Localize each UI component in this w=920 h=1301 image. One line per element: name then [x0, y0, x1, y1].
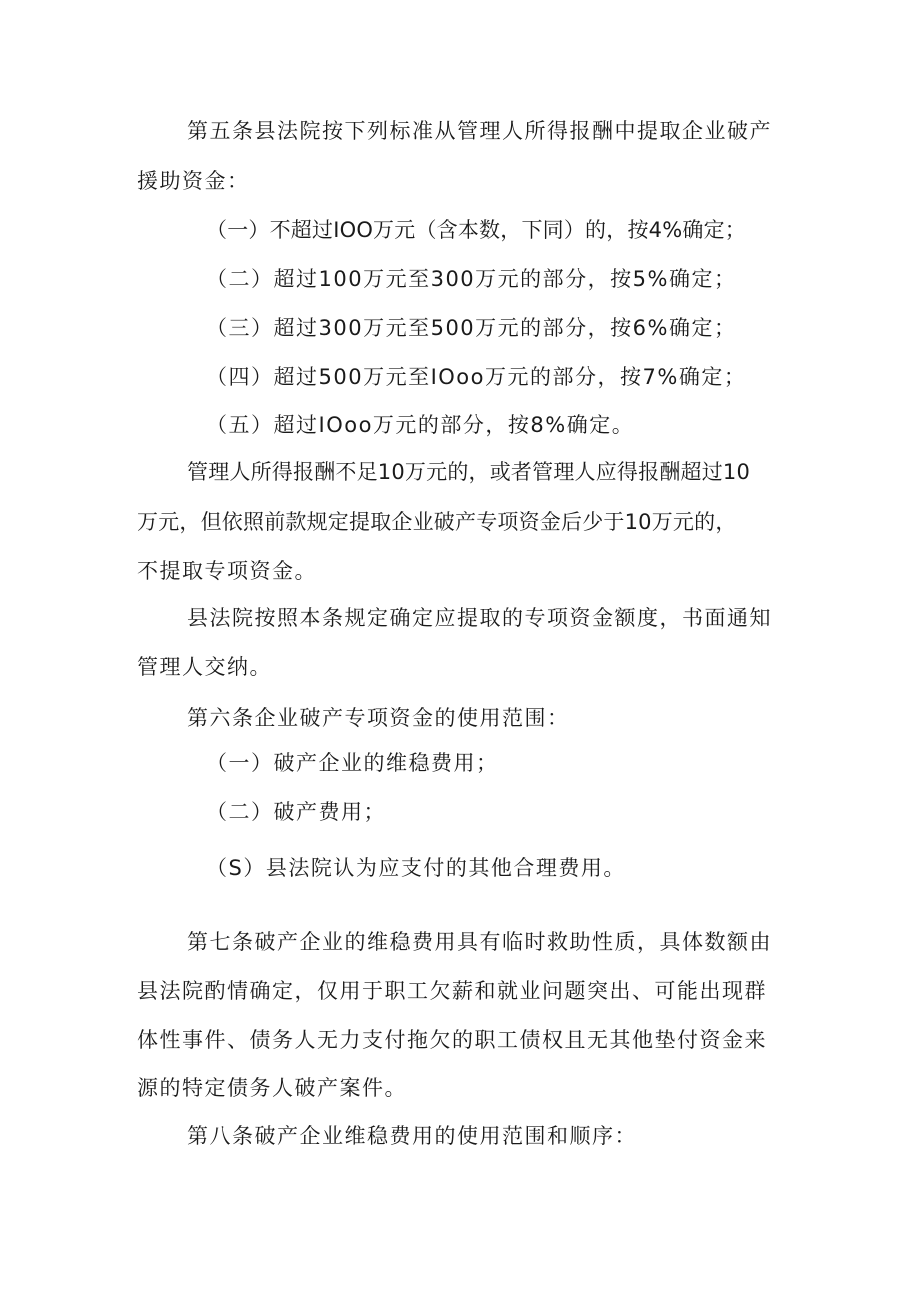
article-7-line-1: 第七条破产企业的维稳费用具有临时救助性质，具体数额由 [187, 930, 772, 954]
article-5-item-5: （五）超过IOoo万元的部分，按8%确定。 [206, 413, 635, 437]
article-5-item-1: （一）不超过IOO万元（含本数，下同）的，按4%确定； [206, 218, 746, 242]
article-5-item-4: （四）超过500万元至IOoo万元的部分，按7%确定； [206, 365, 747, 389]
article-8-heading: 第八条破产企业维稳费用的使用范围和顺序： [187, 1124, 637, 1148]
article-5-para-2-line-1: 管理人所得报酬不足10万元的，或者管理人应得报酬超过10 [187, 460, 751, 484]
article-5-item-2: （二）超过100万元至300万元的部分，按5%确定； [206, 267, 737, 291]
article-5-para-3-line-2: 管理人交纳。 [137, 655, 272, 679]
article-5-para-2-line-2: 万元，但依照前款规定提取企业破产专项资金后少于10万元的， [137, 510, 737, 534]
article-6-item-1: （一）破产企业的维稳费用； [206, 751, 499, 775]
article-7-line-4: 源的特定债务人破产案件。 [137, 1076, 407, 1100]
article-5-para-3-line-1: 县法院按照本条规定确定应提取的专项资金额度，书面通知 [187, 606, 772, 630]
article-5-item-3: （三）超过300万元至500万元的部分，按6%确定； [206, 316, 737, 340]
article-5-line-1: 第五条县法院按下列标准从管理人所得报酬中提取企业破产 [187, 119, 772, 143]
article-5-line-2: 援助资金： [137, 169, 250, 193]
article-6-item-2: （二）破产费用； [206, 800, 386, 824]
article-6-item-3: （S）县法院认为应支付的其他合理费用。 [206, 856, 626, 880]
article-6-heading: 第六条企业破产专项资金的使用范围： [187, 706, 570, 730]
article-5-para-2-line-3: 不提取专项资金。 [137, 559, 317, 583]
article-7-line-3: 体性事件、债务人无力支付拖欠的职工债权且无其他垫付资金来 [137, 1028, 767, 1052]
article-7-line-2: 县法院酌情确定，仅用于职工欠薪和就业问题突出、可能出现群 [137, 979, 767, 1003]
